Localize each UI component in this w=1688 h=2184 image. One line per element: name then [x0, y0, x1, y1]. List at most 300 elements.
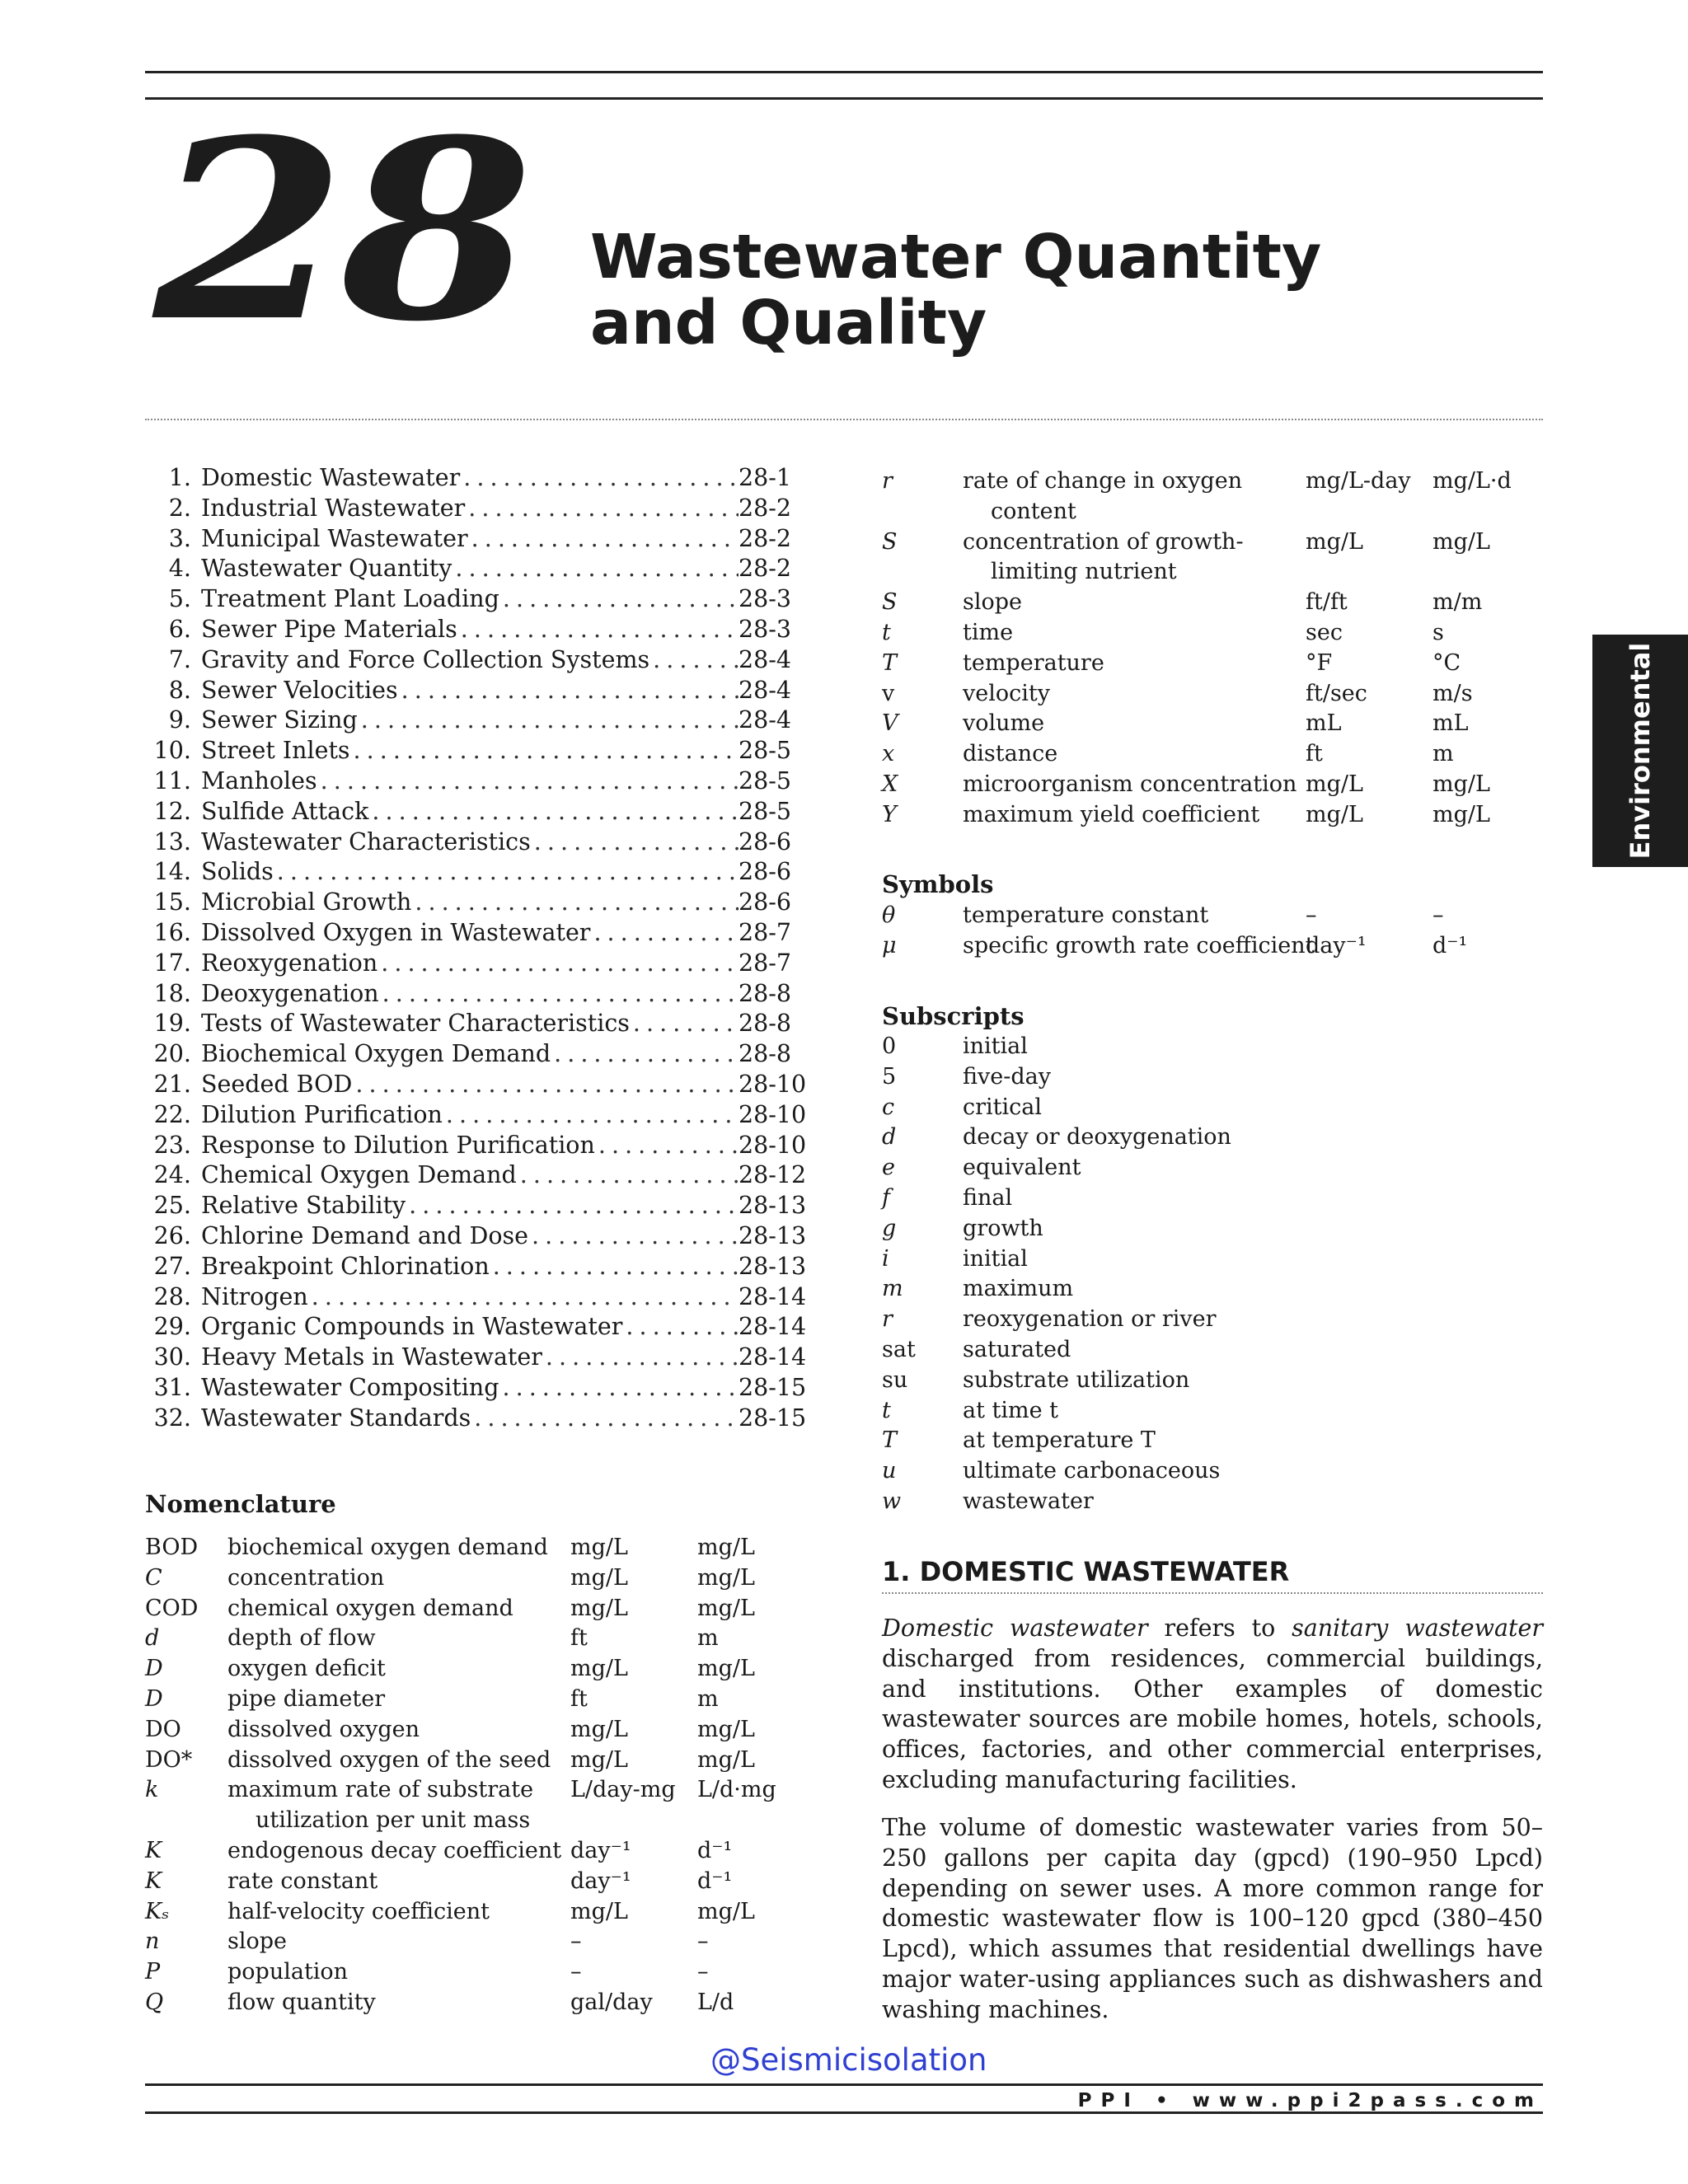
definition	[227, 1624, 376, 1654]
definition-text: flow quantity	[227, 1989, 376, 2015]
toc-number: 29.	[153, 1313, 191, 1341]
toc-leader	[465, 494, 738, 524]
definition	[963, 1426, 1156, 1456]
nomenclature-heading: Nomenclature	[145, 1490, 336, 1518]
definition-text: population	[227, 1959, 349, 1985]
toc-number: 21.	[153, 1070, 191, 1098]
nomenclature-row	[882, 1093, 1543, 1123]
nomenclature-row	[145, 1775, 804, 1836]
nomenclature-row	[882, 1487, 1543, 1517]
toc-entry[interactable]	[145, 979, 804, 1010]
symbol: 0	[882, 1033, 897, 1059]
symbol: n	[145, 1929, 160, 1955]
unit-us: sec	[1306, 619, 1343, 645]
definition-text: temperature	[963, 649, 1104, 676]
unit-si: m/s	[1432, 680, 1473, 706]
toc-page: 28-13	[738, 1192, 807, 1220]
footer-url[interactable]: PPI • www.ppi2pass.com	[1077, 2090, 1543, 2111]
symbol: c	[882, 1094, 895, 1120]
toc-entry[interactable]	[145, 554, 804, 584]
toc-page: 28-6	[738, 827, 792, 855]
unit-us: day⁻¹	[570, 1837, 631, 1863]
symbol: x	[882, 741, 895, 767]
toc-title: Seeded BOD	[201, 1070, 353, 1098]
toc-entry[interactable]	[145, 645, 804, 676]
definition	[963, 800, 1259, 831]
definition-text: decay or deoxygenation	[963, 1124, 1231, 1151]
symbol: μ	[882, 932, 897, 958]
definition-text: pipe diameter	[227, 1685, 386, 1712]
symbol: r	[882, 468, 893, 494]
symbol: K	[145, 1868, 162, 1894]
unit-us: –	[570, 1959, 582, 1985]
nomenclature-row	[882, 649, 1543, 679]
nomenclature-row	[145, 1897, 804, 1928]
toc-page: 28-6	[738, 858, 792, 886]
toc-title: Response to Dilution Purification	[201, 1131, 595, 1159]
toc-number: 17.	[153, 949, 191, 977]
unit-us: –	[570, 1929, 582, 1955]
unit-us: day⁻¹	[570, 1868, 631, 1894]
symbol: Y	[882, 801, 897, 827]
toc-entry[interactable]	[145, 857, 804, 888]
paragraph-1	[882, 1614, 1543, 1796]
toc-leader	[649, 645, 738, 676]
toc-leader	[471, 1404, 738, 1434]
definition	[227, 1563, 384, 1594]
toc-page: 28-14	[738, 1313, 807, 1341]
toc-number: 5.	[168, 585, 191, 613]
table-of-contents	[145, 463, 807, 1434]
unit-si: –	[697, 1929, 709, 1955]
toc-entry[interactable]	[145, 676, 804, 706]
paragraph-2: The volume of domestic wastewater varies from 50–250 gallons per capita day (gpcd) (190–950 Lpcd) depending on sewer uses. A more common range for domestic wastewater flow is 100–120 gpcd (380–450 Lpcd), which assumes that residential dwellings have major water-using appliances such as dishwashers and washing machines.	[882, 1814, 1543, 2023]
toc-leader	[531, 827, 738, 858]
unit-si: m	[697, 1685, 719, 1712]
toc-title: Deoxygenation	[201, 979, 379, 1007]
toc-entry[interactable]	[145, 1191, 807, 1221]
definition-text: critical	[963, 1094, 1043, 1120]
toc-page: 28-8	[738, 979, 792, 1007]
definition-continuation: utilization per unit mass	[256, 1807, 531, 1834]
toc-number: 18.	[153, 979, 191, 1007]
nomenclature-row	[882, 1426, 1543, 1456]
symbol: X	[882, 771, 898, 797]
definition	[963, 527, 1244, 588]
symbol: DO*	[145, 1746, 193, 1773]
toc-leader	[443, 1100, 738, 1131]
toc-leader	[622, 1312, 738, 1343]
nomenclature-row	[145, 1836, 804, 1867]
nomenclature-row	[145, 1533, 804, 1563]
symbol: T	[882, 1427, 898, 1454]
unit-si: mg/L	[697, 1535, 755, 1560]
symbol: w	[882, 1488, 902, 1514]
toc-entry[interactable]	[145, 736, 804, 766]
definition-text: temperature constant	[963, 902, 1209, 928]
toc-number: 20.	[153, 1040, 191, 1068]
toc-entry[interactable]	[145, 1252, 807, 1282]
definition	[963, 901, 1208, 931]
nomenclature-row	[882, 739, 1543, 770]
toc-entry[interactable]	[145, 1100, 807, 1131]
toc-page: 28-2	[738, 524, 792, 552]
toc-leader	[398, 676, 738, 706]
toc-title: Heavy Metals in Wastewater	[201, 1343, 542, 1371]
toc-leader	[499, 1373, 738, 1404]
toc-entry[interactable]	[145, 494, 804, 524]
symbol: 5	[882, 1063, 897, 1090]
symbol: f	[882, 1184, 890, 1211]
toc-title: Biochemical Oxygen Demand	[201, 1040, 551, 1068]
toc-number: 23.	[153, 1131, 191, 1159]
unit-us: –	[1306, 902, 1317, 928]
symbol: Q	[145, 1989, 164, 2015]
toc-entry[interactable]	[145, 1282, 807, 1313]
definition-continuation: limiting nutrient	[991, 559, 1177, 585]
definition	[227, 1594, 513, 1624]
toc-leader	[308, 1282, 738, 1313]
definition-text: specific growth rate coefficient	[963, 932, 1315, 958]
definition-text: biochemical oxygen demand	[227, 1535, 548, 1560]
toc-entry[interactable]	[145, 1312, 807, 1343]
unit-us: mg/L	[570, 1656, 628, 1682]
nomenclature-row	[882, 1244, 1543, 1275]
toc-title: Sewer Velocities	[201, 676, 398, 704]
nomenclature-row	[145, 1988, 804, 2018]
symbol: r	[882, 1306, 893, 1333]
definition-text: velocity	[963, 680, 1050, 706]
unit-si: mg/L	[697, 1564, 755, 1591]
definition-text: oxygen deficit	[227, 1656, 386, 1682]
toc-title: Dissolved Oxygen in Wastewater	[201, 918, 591, 946]
footer-rule-1	[145, 2083, 1543, 2086]
toc-title: Manholes	[201, 766, 317, 794]
toc-leader	[406, 1191, 738, 1221]
toc-number: 15.	[153, 888, 191, 916]
toc-entry[interactable]	[145, 1343, 807, 1373]
definition	[227, 1746, 551, 1776]
toc-title: Sewer Pipe Materials	[201, 615, 457, 643]
symbol: P	[145, 1959, 161, 1985]
toc-entry[interactable]	[145, 1373, 807, 1404]
subscripts-list	[882, 1032, 1543, 1517]
unit-si: mL	[1432, 710, 1469, 737]
nomenclature-row	[882, 1153, 1543, 1183]
definition-text: initial	[963, 1033, 1028, 1059]
definition	[963, 1244, 1028, 1275]
toc-page: 28-8	[738, 1040, 792, 1068]
symbols-heading: Symbols	[882, 870, 994, 898]
definition	[963, 1335, 1071, 1366]
definition-text: maximum	[963, 1276, 1074, 1302]
toc-entry[interactable]	[145, 1404, 807, 1434]
toc-title: Breakpoint Chlorination	[201, 1252, 490, 1280]
unit-us: mg/L	[1306, 528, 1363, 555]
toc-number: 19.	[153, 1010, 191, 1038]
symbol: d	[145, 1625, 160, 1652]
toc-page: 28-5	[738, 766, 792, 794]
toc-entry[interactable]	[145, 524, 804, 555]
side-tab-label: Environmental	[1625, 642, 1656, 860]
toc-leader	[490, 1252, 738, 1282]
symbol: T	[882, 649, 898, 676]
toc-leader	[368, 797, 738, 827]
unit-si: s	[1432, 619, 1444, 645]
toc-page: 28-4	[738, 706, 792, 734]
toc-title: Relative Stability	[201, 1192, 406, 1220]
toc-entry[interactable]	[145, 705, 804, 736]
toc-title: Chlorine Demand and Dose	[201, 1221, 528, 1249]
toc-leader	[468, 524, 738, 555]
toc-number: 26.	[153, 1221, 191, 1249]
definition-text: maximum yield coefficient	[963, 801, 1260, 827]
chapter-number: 28	[153, 85, 528, 376]
definition	[227, 1957, 348, 1988]
unit-us: mg/L	[570, 1898, 628, 1924]
definition	[227, 1927, 287, 1957]
definition-text: at temperature T	[963, 1427, 1156, 1454]
toc-entry[interactable]	[145, 1160, 807, 1191]
toc-page: 28-3	[738, 615, 792, 643]
toc-entry[interactable]	[145, 1131, 807, 1161]
unit-us: ft/ft	[1306, 589, 1348, 616]
unit-si: d⁻¹	[697, 1837, 733, 1863]
toc-number: 31.	[153, 1373, 191, 1401]
toc-entry[interactable]	[145, 584, 804, 615]
definition	[963, 1153, 1081, 1183]
symbol: sat	[882, 1336, 916, 1362]
toc-number: 1.	[168, 464, 191, 491]
nomenclature-row	[882, 901, 1543, 931]
definition	[963, 588, 1022, 618]
unit-si: mg/L	[697, 1716, 755, 1742]
unit-us: mg/L	[570, 1564, 628, 1591]
symbol: m	[882, 1276, 903, 1302]
toc-entry[interactable]	[145, 1070, 807, 1100]
nomenclature-row	[145, 1715, 804, 1746]
unit-si: –	[697, 1959, 709, 1985]
toc-title: Treatment Plant Loading	[201, 585, 499, 613]
symbol: BOD	[145, 1535, 199, 1560]
symbol: V	[882, 710, 898, 737]
nomenclature-row	[882, 466, 1543, 527]
definition	[963, 649, 1104, 679]
toc-leader	[551, 1039, 738, 1070]
unit-us: mg/L	[570, 1716, 628, 1742]
definition-text: substrate utilization	[963, 1366, 1190, 1393]
unit-us: mg/L	[570, 1535, 628, 1560]
toc-number: 2.	[168, 494, 191, 522]
unit-us: mg/L	[1306, 801, 1363, 827]
title-divider	[145, 419, 1543, 420]
nomenclature-row	[145, 1746, 804, 1776]
toc-leader	[350, 736, 738, 766]
toc-page: 28-2	[738, 555, 792, 583]
unit-us: °F	[1306, 649, 1333, 676]
definition-text: rate of change in oxygen	[963, 468, 1243, 494]
toc-entry[interactable]	[145, 766, 804, 797]
toc-leader	[460, 463, 738, 494]
toc-number: 32.	[153, 1404, 191, 1432]
symbol: Kₛ	[145, 1898, 170, 1924]
toc-entry[interactable]	[145, 615, 804, 645]
nomenclature-row	[882, 588, 1543, 618]
nomenclature-row	[882, 709, 1543, 739]
definition-text: concentration of growth-	[963, 528, 1244, 555]
toc-page: 28-5	[738, 797, 792, 825]
unit-si: mg/L	[697, 1746, 755, 1773]
symbol: t	[882, 1397, 891, 1423]
toc-entry[interactable]	[145, 1009, 804, 1039]
unit-us: mg/L-day	[1306, 468, 1411, 494]
unit-si: mg/L	[1432, 801, 1490, 827]
definition	[963, 739, 1057, 770]
toc-title: Sewer Sizing	[201, 706, 358, 734]
unit-si: mg/L	[1432, 771, 1490, 797]
definition	[963, 618, 1013, 649]
toc-entry[interactable]	[145, 797, 804, 827]
toc-page: 28-7	[738, 949, 792, 977]
toc-page: 28-13	[738, 1252, 807, 1280]
toc-page: 28-10	[738, 1131, 807, 1159]
definition-text: volume	[963, 710, 1045, 737]
unit-us: gal/day	[570, 1989, 653, 2015]
unit-us: mg/L	[1306, 771, 1363, 797]
symbol: d	[882, 1124, 897, 1151]
symbol: k	[145, 1777, 159, 1803]
toc-entry[interactable]	[145, 949, 804, 979]
toc-title: Industrial Wastewater	[201, 494, 466, 522]
definition	[227, 1988, 376, 2018]
unit-si: m/m	[1432, 589, 1483, 616]
toc-entry[interactable]	[145, 827, 804, 858]
top-rule-1	[145, 71, 1543, 73]
toc-entry[interactable]	[145, 888, 804, 918]
toc-title: Tests of Wastewater Characteristics	[201, 1010, 630, 1038]
toc-leader	[457, 615, 738, 645]
toc-title: Chemical Oxygen Demand	[201, 1161, 517, 1189]
symbol: g	[882, 1215, 897, 1241]
nomenclature-row	[882, 679, 1543, 710]
toc-title: Gravity and Force Collection Systems	[201, 645, 650, 673]
paragraph-1-connector: refers to	[1147, 1615, 1292, 1642]
definition	[963, 1366, 1189, 1396]
definition	[963, 1032, 1028, 1062]
toc-entry[interactable]	[145, 1039, 804, 1070]
toc-leader	[358, 705, 738, 736]
toc-leader	[452, 554, 738, 584]
side-tab-environmental[interactable]	[1592, 635, 1688, 867]
symbol: e	[882, 1155, 895, 1181]
toc-page: 28-12	[738, 1161, 807, 1189]
unit-si: L/d·mg	[697, 1777, 776, 1803]
definition-text: initial	[963, 1245, 1028, 1272]
toc-number: 28.	[153, 1282, 191, 1310]
toc-page: 28-7	[738, 918, 792, 946]
unit-si: L/d	[697, 1989, 734, 2015]
definition-text: growth	[963, 1215, 1043, 1241]
nomenclature-row	[882, 1274, 1543, 1305]
toc-number: 25.	[153, 1192, 191, 1220]
definition-text: endogenous decay coefficient	[227, 1837, 562, 1863]
toc-entry[interactable]	[145, 918, 804, 949]
unit-si: mg/L	[697, 1595, 755, 1621]
toc-number: 7.	[168, 645, 191, 673]
toc-entry[interactable]	[145, 1221, 807, 1252]
toc-leader	[517, 1160, 738, 1191]
toc-leader	[499, 584, 738, 615]
symbol: i	[882, 1245, 889, 1272]
unit-us: ft/sec	[1306, 680, 1367, 706]
toc-page: 28-8	[738, 1010, 792, 1038]
unit-us: ft	[570, 1625, 588, 1652]
unit-us: mL	[1306, 710, 1342, 737]
toc-page: 28-14	[738, 1343, 807, 1371]
symbol: COD	[145, 1595, 199, 1621]
toc-number: 11.	[153, 766, 191, 794]
toc-number: 14.	[153, 858, 191, 886]
nomenclature-row	[882, 1122, 1543, 1153]
unit-si: mg/L	[697, 1656, 755, 1682]
nomenclature-row	[882, 931, 1543, 962]
symbol: t	[882, 619, 891, 645]
definition-text: slope	[227, 1929, 288, 1955]
toc-number: 22.	[153, 1100, 191, 1128]
definition	[963, 1062, 1051, 1093]
nomenclature-row	[882, 770, 1543, 800]
toc-page: 28-10	[738, 1100, 807, 1128]
nomenclature-row	[882, 1456, 1543, 1487]
nomenclature-row	[145, 1685, 804, 1715]
toc-leader	[377, 949, 738, 979]
chapter-title: Wastewater Quantity and Quality	[590, 222, 1322, 359]
toc-page: 28-4	[738, 645, 792, 673]
definition	[963, 1183, 1012, 1214]
nomenclature-row	[145, 1957, 804, 1988]
nomenclature-row	[145, 1563, 804, 1594]
toc-title: Wastewater Quantity	[201, 555, 452, 583]
definition	[227, 1715, 420, 1746]
subscripts-heading: Subscripts	[882, 1002, 1025, 1030]
nomenclature-row	[882, 1335, 1543, 1366]
toc-leader	[352, 1070, 738, 1100]
toc-number: 16.	[153, 918, 191, 946]
toc-leader	[595, 1131, 738, 1161]
toc-number: 30.	[153, 1343, 191, 1371]
toc-title: Organic Compounds in Wastewater	[201, 1313, 623, 1341]
toc-leader	[317, 766, 738, 797]
unit-si: d⁻¹	[1432, 932, 1468, 958]
toc-entry[interactable]	[145, 463, 804, 494]
toc-title: Wastewater Standards	[201, 1404, 471, 1432]
nomenclature-row	[882, 800, 1543, 831]
definition-text: saturated	[963, 1336, 1071, 1362]
toc-leader	[411, 888, 738, 918]
toc-title: Street Inlets	[201, 737, 350, 765]
toc-page: 28-13	[738, 1221, 807, 1249]
unit-us: L/day-mg	[570, 1777, 676, 1803]
toc-title: Dilution Purification	[201, 1100, 443, 1128]
toc-leader	[379, 979, 738, 1010]
toc-leader	[630, 1009, 738, 1039]
symbol: θ	[882, 902, 896, 928]
unit-si: –	[1432, 902, 1444, 928]
definition	[227, 1836, 561, 1867]
nomenclature-list-right	[882, 466, 1543, 831]
toc-page: 28-14	[738, 1282, 807, 1310]
toc-number: 4.	[168, 555, 191, 583]
